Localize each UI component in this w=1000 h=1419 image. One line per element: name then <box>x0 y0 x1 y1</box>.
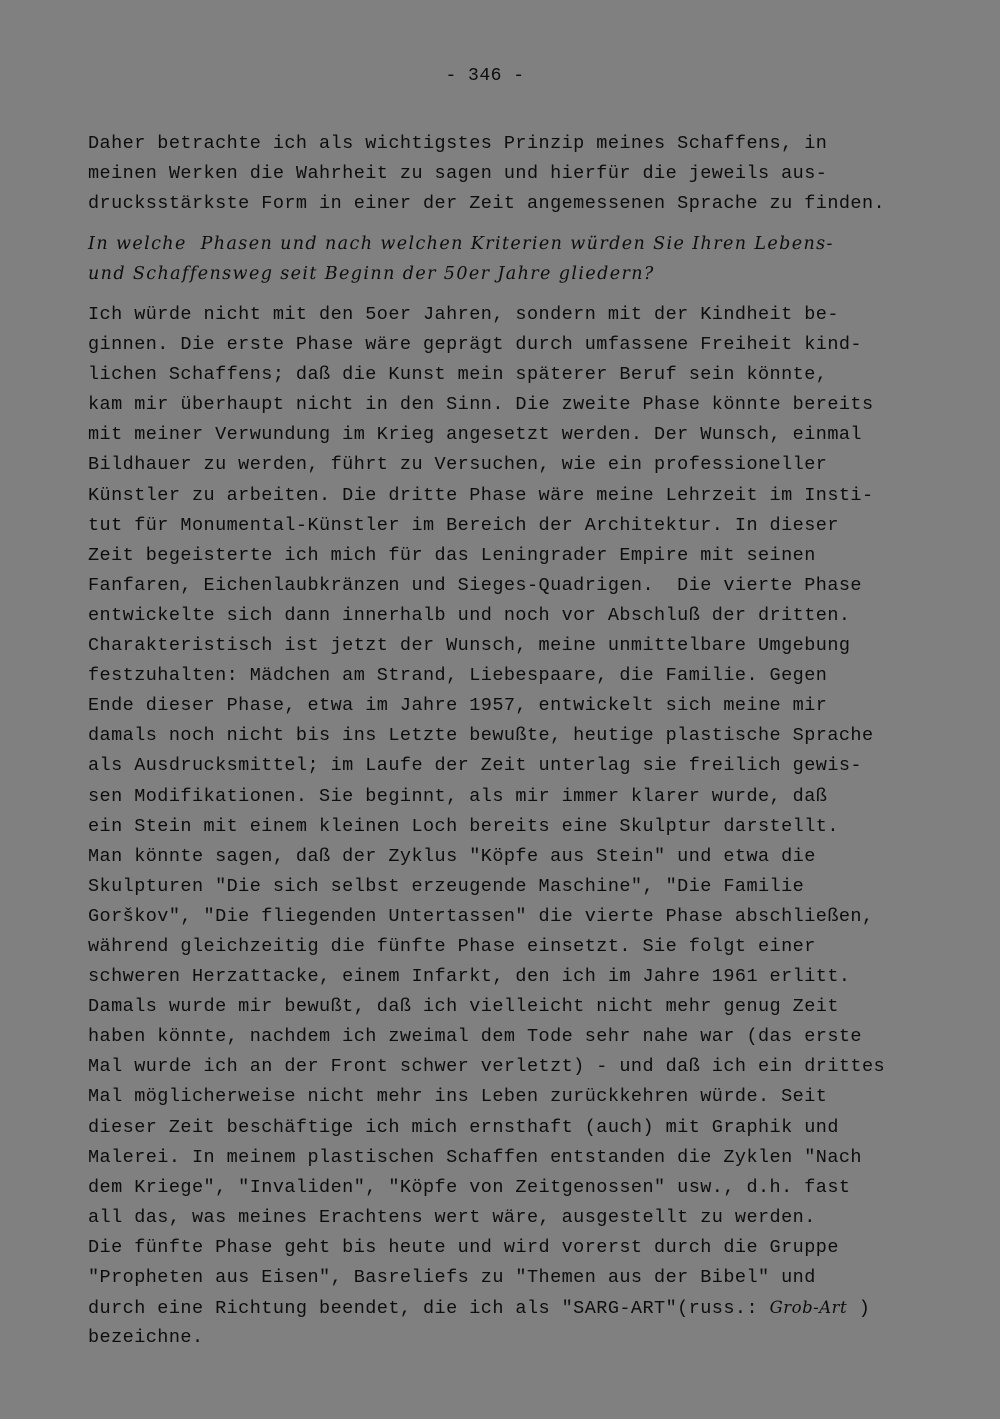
text-line: als Ausdrucksmittel; im Laufe der Zeit unterlag sie freilich gewis- <box>88 755 862 777</box>
text-line: meinen Werken die Wahrheit zu sagen und hierfür die jeweils aus- <box>88 163 828 185</box>
text-line: Man könnte sagen, daß der Zyklus "Köpfe aus Stein" und etwa die <box>88 845 816 867</box>
question-line: und Schaffensweg seit Beginn der 50er Jahre gliedern? <box>88 264 655 285</box>
text-line: dem Kriege", "Invaliden", "Köpfe von Zeitgenossen" usw., d.h. fast <box>88 1176 851 1198</box>
question-line: In welche Phasen und nach welchen Kriterien würden Sie Ihren Lebens- <box>88 234 834 254</box>
text-line: "Propheten aus Eisen", Basreliefs zu "Themen aus der Bibel" und <box>88 1267 816 1288</box>
text-line: Damals wurde mir bewußt, daß ich vielleicht nicht mehr genug Zeit <box>88 996 839 1018</box>
text-line: mit meiner Verwundung im Krieg angesetzt werden. Der Wunsch, einmal <box>88 424 862 446</box>
text-line: schweren Herzattacke, einem Infarkt, den ich im Jahre 1961 erlitt. <box>88 966 851 988</box>
text-line: bezeichne. <box>88 1327 204 1349</box>
text-line: Bildhauer zu werden, führt zu Versuchen, wie ein professioneller <box>88 454 828 476</box>
text-line: entwickelte sich dann innerhalb und noch vor Abschluß der dritten. <box>88 604 851 626</box>
text-line: Die fünfte Phase geht bis heute und wird vorerst durch die Gruppe <box>88 1236 839 1258</box>
interview-question <box>88 229 928 289</box>
text-line: lichen Schaffens; daß die Kunst mein späterer Beruf sein könnte, <box>88 364 828 386</box>
text-line: kam mir überhaupt nicht in den Sinn. Die zweite Phase könnte bereits <box>88 394 874 416</box>
russian-term: Grob-Art <box>769 1298 848 1318</box>
text-line: dieser Zeit beschäftige ich mich ernsthaft (auch) mit Graphik und <box>88 1116 839 1138</box>
answer-paragraph <box>88 300 928 1353</box>
text-line: Ende dieser Phase, etwa im Jahre 1957, entwickelt sich meine mir <box>88 695 828 717</box>
line-prefix: durch eine Richtung beendet, die ich als "SARG-ART"(russ.: <box>88 1298 770 1320</box>
text-line: Gorškov", "Die fliegenden Untertassen" die vierte Phase abschließen, <box>88 905 874 927</box>
text-line: sen Modifikationen. Sie beginnt, als mir immer klarer wurde, daß <box>88 785 828 807</box>
text-line: damals noch nicht bis ins Letzte bewußte, heutige plastische Sprache <box>88 725 874 747</box>
text-line: Fanfaren, Eichenlaubkränzen und Sieges-Quadrigen. Die vierte Phase <box>88 574 862 596</box>
text-line: Ich würde nicht mit den 5oer Jahren, sondern mit der Kindheit be- <box>88 304 839 325</box>
intro-paragraph <box>88 129 928 219</box>
line-suffix: ) <box>847 1298 871 1320</box>
text-line-with-term <box>88 1293 928 1323</box>
text-line: ginnen. Die erste Phase wäre geprägt durch umfassene Freiheit kind- <box>88 334 862 356</box>
text-line: während gleichzeitig die fünfte Phase einsetzt. Sie folgt einer <box>88 935 816 957</box>
page-number: - 346 - <box>445 66 525 86</box>
text-line: Charakteristisch ist jetzt der Wunsch, meine unmittelbare Umgebung <box>88 635 851 657</box>
text-line: Mal möglicherweise nicht mehr ins Leben zurückkehren würde. Seit <box>88 1086 828 1108</box>
text-line: festzuhalten: Mädchen am Strand, Liebespaare, die Familie. Gegen <box>88 665 828 687</box>
text-line: all das, was meines Erachtens wert wäre, ausgestellt zu werden. <box>88 1206 816 1228</box>
text-line: tut für Monumental-Künstler im Bereich der Architektur. In dieser <box>88 514 839 536</box>
text-line: haben könnte, nachdem ich zweimal dem Tode sehr nahe war (das erste <box>88 1026 862 1048</box>
text-line: Zeit begeisterte ich mich für das Leningrader Empire mit seinen <box>88 544 816 566</box>
text-line: ein Stein mit einem kleinen Loch bereits eine Skulptur darstellt. <box>88 815 839 837</box>
text-line: Künstler zu arbeiten. Die dritte Phase wäre meine Lehrzeit im Insti- <box>88 484 874 506</box>
text-line: Skulpturen "Die sich selbst erzeugende Maschine", "Die Familie <box>88 875 805 897</box>
text-line: Mal wurde ich an der Front schwer verletzt) - und daß ich ein drittes <box>88 1056 886 1078</box>
text-line: drucksstärkste Form in einer der Zeit angemessenen Sprache zu finden. <box>88 193 886 215</box>
text-line: Malerei. In meinem plastischen Schaffen entstanden die Zyklen "Nach <box>88 1146 862 1168</box>
text-line: Daher betrachte ich als wichtigstes Prinzip meines Schaffens, in <box>88 133 828 154</box>
